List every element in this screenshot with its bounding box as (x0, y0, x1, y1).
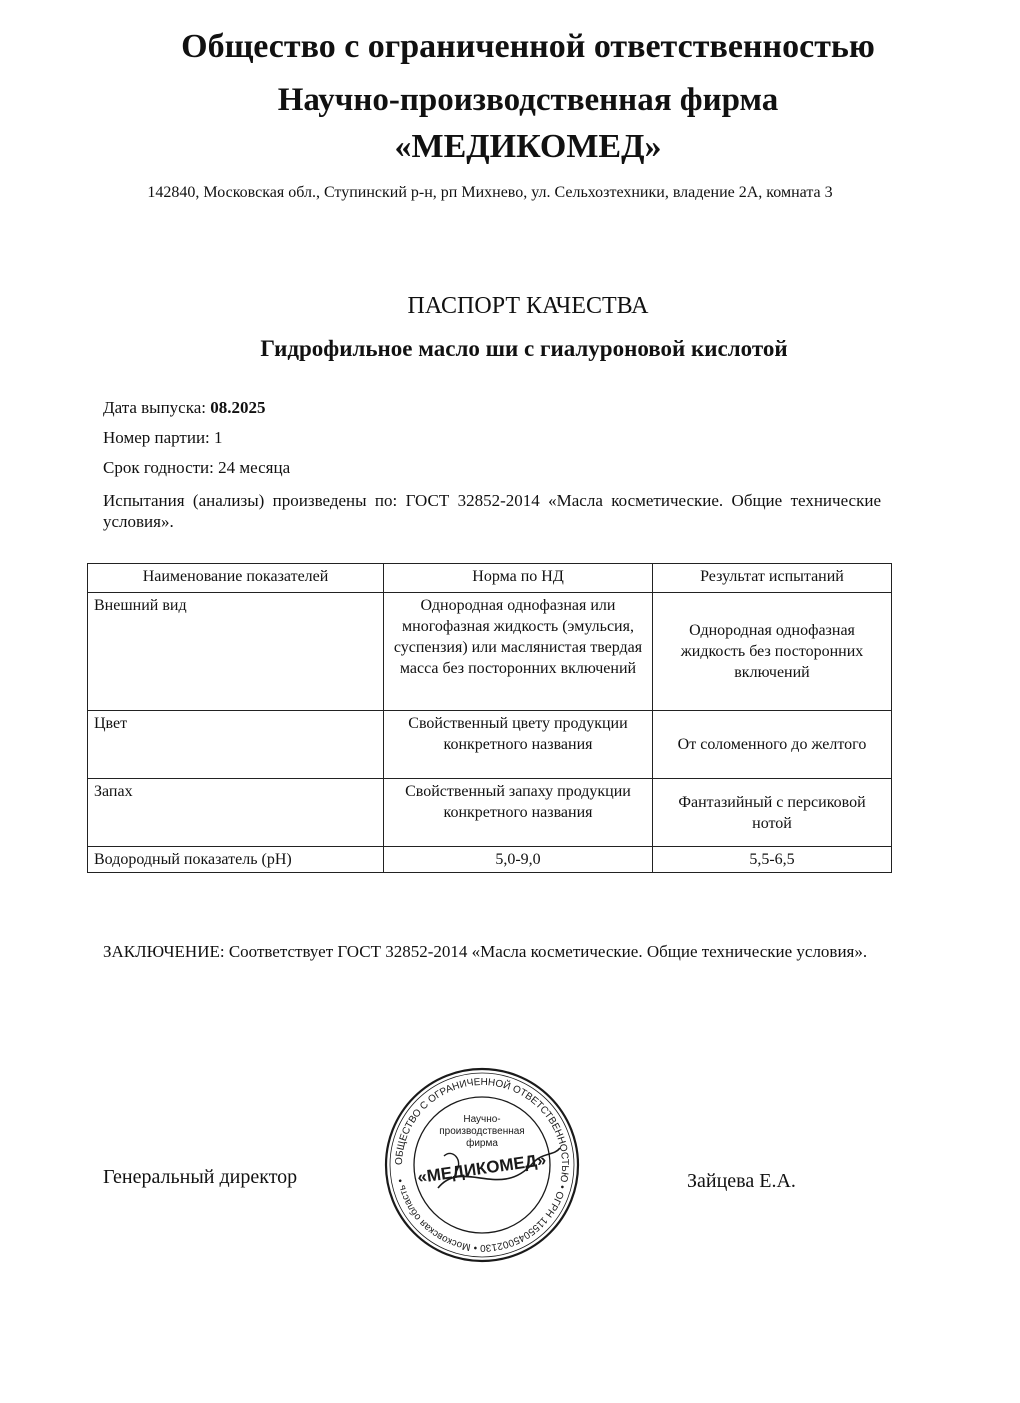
release-date (103, 398, 266, 418)
result-cell: Однородная однофазная жидкость без посторонних включений (653, 593, 892, 711)
norm-cell: Свойственный цвету продукции конкретного названия (384, 711, 653, 779)
indicator-cell: Цвет (88, 711, 384, 779)
batch-value: 1 (214, 428, 223, 447)
specifications-table (87, 563, 892, 873)
release-date-label: Дата выпуска: (103, 398, 206, 417)
seal-line-3: фирма (466, 1138, 498, 1149)
header-result: Результат испытаний (653, 564, 892, 593)
company-seal (382, 1060, 582, 1270)
header-norm: Норма по НД (384, 564, 653, 593)
result-cell: От соломенного до желтого (653, 711, 892, 779)
company-legal-form: Общество с ограниченной ответственностью (181, 28, 875, 65)
header-indicator: Наименование показателей (88, 564, 384, 593)
batch-label: Номер партии: (103, 428, 210, 447)
table-row (88, 593, 892, 711)
document-title: ПАСПОРТ КАЧЕСТВА (407, 293, 649, 319)
table-header-row (88, 564, 892, 593)
company-address: 142840, Московская обл., Ступинский р-н, рп Михнево, ул. Сельхозтехники, владение 2А, комната 3 (147, 184, 833, 201)
batch-number (103, 428, 223, 448)
norm-cell: 5,0-9,0 (384, 847, 653, 873)
table-row (88, 711, 892, 779)
norm-cell: Однородная однофазная или многофазная жидкость (эмульсия, суспензия) или маслянистая твердая масса без посторонних включений (384, 593, 653, 711)
company-type: Научно-производственная фирма (277, 82, 779, 118)
result-cell: Фантазийный с персиковой нотой (653, 779, 892, 847)
company-name: «МЕДИКОМЕД» (394, 128, 662, 165)
signer-name: Зайцева Е.А. (687, 1170, 796, 1192)
indicator-cell: Внешний вид (88, 593, 384, 711)
norm-cell: Свойственный запаху продукции конкретного названия (384, 779, 653, 847)
signer-position: Генеральный директор (103, 1166, 298, 1188)
seal-line-2: производственная (439, 1126, 525, 1137)
shelf-life: Срок годности: 24 месяца (103, 458, 291, 477)
result-cell: 5,5-6,5 (653, 847, 892, 873)
release-date-value: 08.2025 (210, 398, 266, 417)
indicator-cell: Запах (88, 779, 384, 847)
indicator-cell: Водородный показатель (pH) (88, 847, 384, 873)
conclusion: ЗАКЛЮЧЕНИЕ: Соответствует ГОСТ 32852-2014 «Масла косметические. Общие технические условия». (103, 942, 868, 961)
seal-line-1: Научно- (463, 1114, 501, 1125)
tests-standard: Испытания (анализы) произведены по: ГОСТ 32852-2014 «Масла косметические. Общие технические условия». (103, 491, 881, 531)
seal-brand: «МЕДИКОМЕД» (416, 1150, 548, 1187)
table-row (88, 847, 892, 873)
table-row (88, 779, 892, 847)
seal-ring-text: ОБЩЕСТВО С ОГРАНИЧЕННОЙ ОТВЕТСТВЕННОСТЬЮ • ОГРН 1155045002130 • Московская область • (393, 1076, 571, 1254)
product-name: Гидрофильное масло ши с гиалуроновой кислотой (260, 336, 788, 361)
